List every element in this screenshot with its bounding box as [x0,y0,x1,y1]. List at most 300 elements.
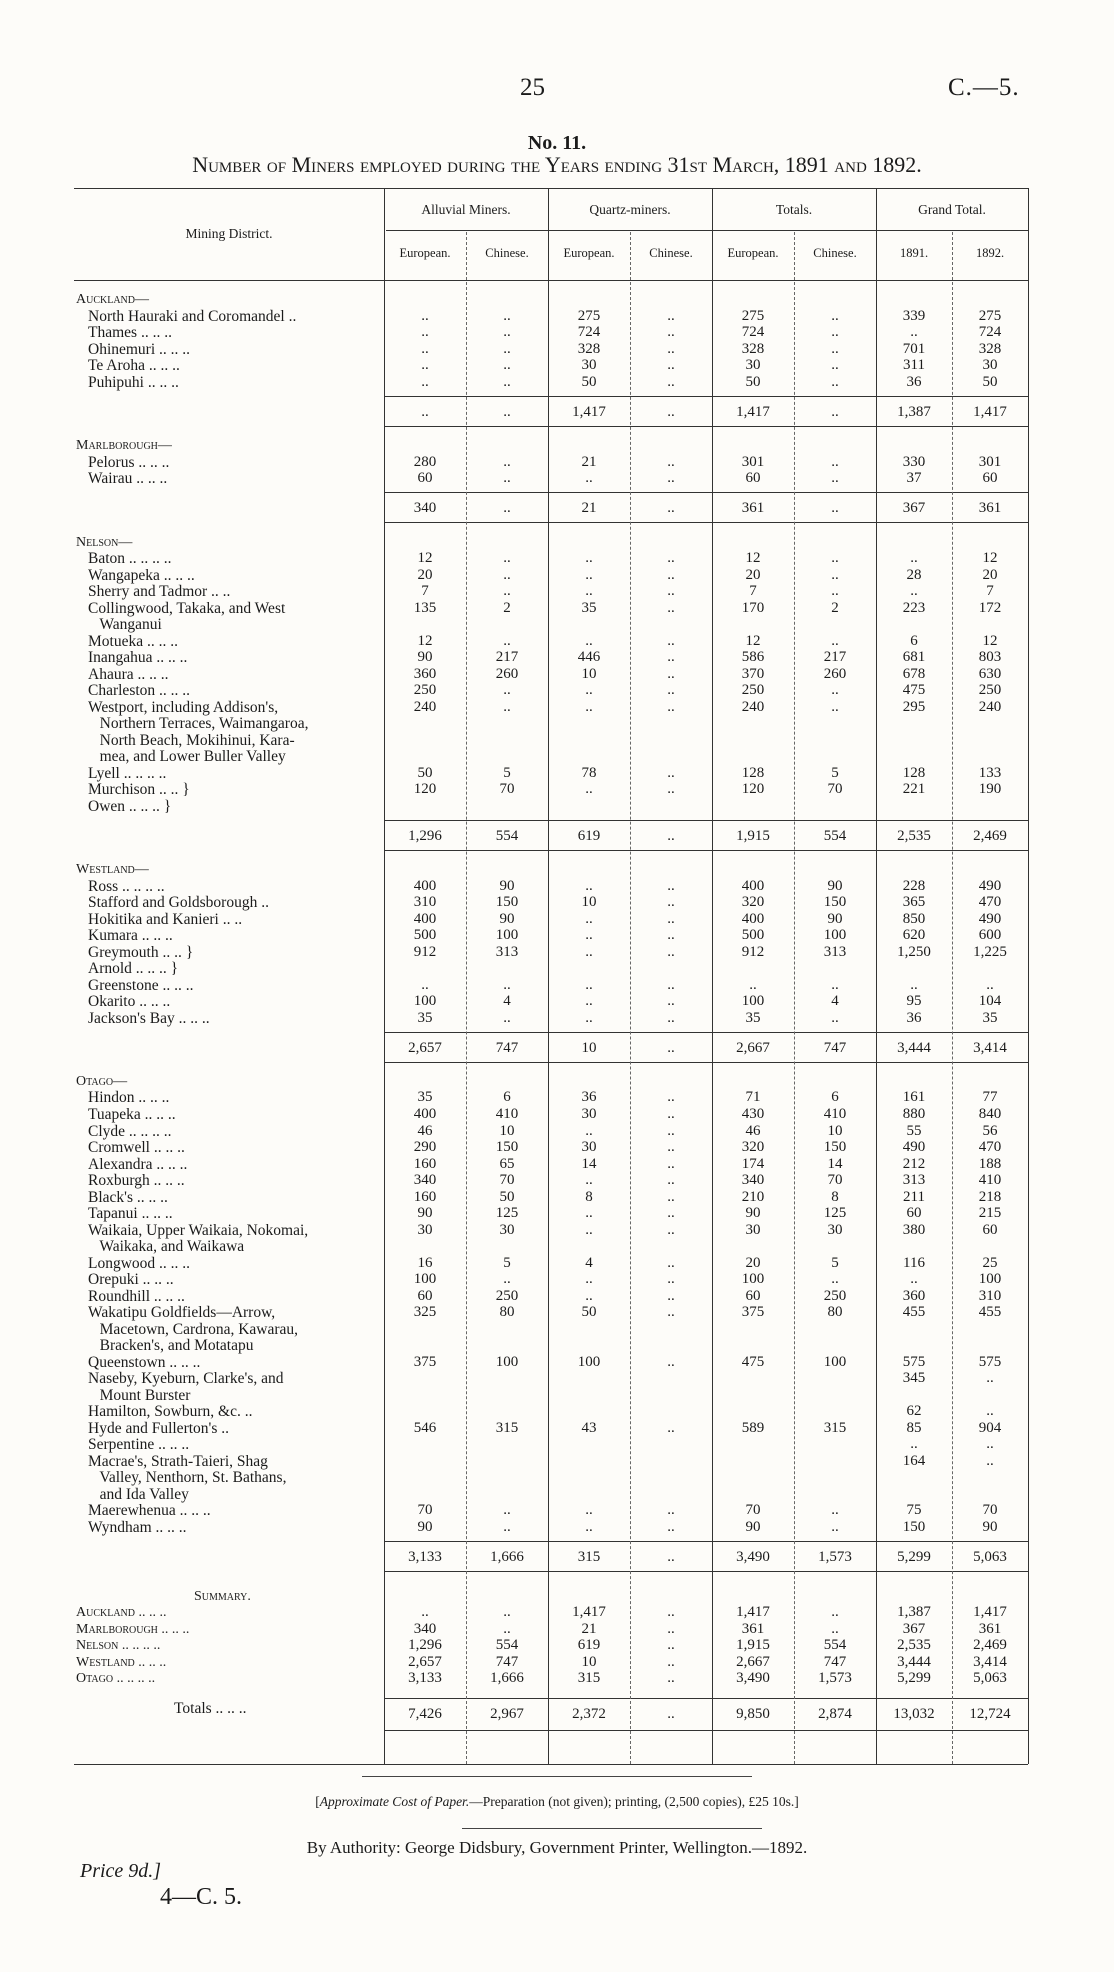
region-heading: Westland— [76,862,149,877]
table-cell: 128 [902,765,926,781]
district-label: and Ida Valley [88,1486,189,1503]
table-cell: 240 [978,699,1002,715]
subtotal-cell: .. [503,404,511,420]
table-cell: .. [585,567,593,583]
table-cell: .. [585,470,593,486]
table-cell: 100 [413,993,437,1009]
table-cell: .. [585,1288,593,1304]
table-cell: 330 [902,454,926,470]
table-cell: .. [667,1354,675,1370]
table-cell: 35 [417,1010,433,1026]
table-cell: 280 [413,454,437,470]
table-cell: .. [667,1156,675,1172]
table-cell: 50 [417,765,433,781]
table-cell: 20 [982,567,998,583]
table-cell: 100 [495,927,519,943]
table-cell: 75 [906,1502,922,1518]
column-divider [384,188,385,1764]
table-cell: 135 [413,600,437,616]
table-cell: 71 [745,1089,761,1105]
table-cell: 1,417 [736,1604,770,1620]
cost-label: Approximate Cost of Paper. [319,1794,470,1809]
table-cell: .. [831,374,839,390]
table-cell: 912 [413,944,437,960]
subtotal-rule [384,820,1028,821]
table-cell: 50 [499,1189,515,1205]
district-label: Black's .. .. .. [88,1189,168,1206]
table-cell: 60 [745,1288,761,1304]
table-cell: 490 [978,911,1002,927]
table-cell: 60 [417,470,433,486]
table-cell: 12 [417,633,433,649]
table-cell: 100 [741,1271,765,1287]
table-cell: 90 [417,649,433,665]
table-cell: 678 [902,666,926,682]
table-cell: .. [667,1654,675,1670]
table-cell: .. [503,324,511,340]
table-cell: .. [667,583,675,599]
table-cell: 10 [827,1123,843,1139]
subtotal-rule [384,1571,1028,1572]
table-cell: 380 [902,1222,926,1238]
table-cell: 60 [417,1288,433,1304]
table-cell: 275 [577,308,601,324]
table-cell: 250 [741,682,765,698]
table-cell: 188 [978,1156,1002,1172]
table-cell: 14 [581,1156,597,1172]
table-cell: 328 [741,341,765,357]
district-label: Murchison .. .. } [88,781,190,798]
table-cell: 70 [827,1172,843,1188]
table-cell: 360 [902,1288,926,1304]
subtotal-cell: .. [421,404,429,420]
district-label: Te Aroha .. .. .. [88,357,180,374]
subtotal-cell: 1,915 [736,828,770,844]
district-label: Summary. [194,1589,251,1604]
table-cell: 215 [978,1205,1002,1221]
subtotal-cell: 5,063 [973,1549,1007,1565]
subtotal-cell: 1,666 [490,1549,524,1565]
table-cell: 6 [503,1089,511,1105]
table-cell: 313 [495,944,519,960]
table-cell: 50 [982,374,998,390]
table-cell: 70 [745,1502,761,1518]
table-cell: 228 [902,878,926,894]
column-divider [794,232,795,1764]
district-label: Collingwood, Takaka, and West [88,600,286,617]
table-cell: 36 [906,374,922,390]
table-cell: .. [910,583,918,599]
subtotal-cell: .. [667,1549,675,1565]
table-cell: .. [503,374,511,390]
table-cell: 400 [741,878,765,894]
column-header: Chinese. [813,246,857,260]
table-cell: 339 [902,308,926,324]
table-cell: 340 [413,1172,437,1188]
table-cell: 218 [978,1189,1002,1205]
table-cell: 161 [902,1089,926,1105]
district-label: Kumara .. .. .. [88,927,173,944]
table-cell: 56 [982,1123,998,1139]
table-cell: .. [667,1106,675,1122]
table-cell: 30 [581,1106,597,1122]
table-cell: 7 [421,583,429,599]
table-cell: 150 [902,1519,926,1535]
table-cell: .. [667,1205,675,1221]
table-cell: 475 [902,682,926,698]
cost-footnote: [Approximate Cost of Paper.—Preparation (not given); printing, (2,500 copies), £25 10s.] [315,1794,799,1809]
table-cell: 455 [902,1304,926,1320]
table-cell: 1,225 [973,944,1007,960]
district-label: Clyde .. .. .. .. [88,1123,172,1140]
table-cell: .. [585,977,593,993]
table-cell: 8 [831,1189,839,1205]
table-cell: 90 [745,1519,761,1535]
table-cell: 36 [581,1089,597,1105]
table-cell: .. [667,993,675,1009]
table-cell: .. [503,341,511,357]
table-cell: 250 [495,1288,519,1304]
table-cell: .. [831,357,839,373]
table-cell: .. [503,470,511,486]
table-cell: 60 [906,1205,922,1221]
table-cell: .. [667,454,675,470]
table-cell: 2,667 [736,1654,770,1670]
table-cell: 35 [417,1089,433,1105]
table-cell: 12 [745,633,761,649]
table-cell: .. [831,699,839,715]
table-cell: .. [831,454,839,470]
table-cell: 1,296 [408,1637,442,1653]
table-cell: .. [503,1010,511,1026]
table-cell: 850 [902,911,926,927]
table-cell: 5 [831,765,839,781]
table-cell: 60 [982,470,998,486]
table-cell: 400 [413,878,437,894]
table-cell: .. [585,583,593,599]
table-cell: 320 [741,1139,765,1155]
column-divider [1028,188,1029,1764]
table-cell: 100 [978,1271,1002,1287]
table-cell: 3,414 [973,1654,1007,1670]
district-label: Hyde and Fullerton's .. [88,1420,229,1437]
table-cell: 5,063 [973,1670,1007,1686]
table-cell: .. [910,550,918,566]
table-cell: 65 [499,1156,515,1172]
table-cell: .. [503,699,511,715]
table-cell: 747 [823,1654,847,1670]
table-cell: 128 [741,765,765,781]
table-cell: 20 [417,567,433,583]
table-cell: 554 [823,1637,847,1653]
subtotal-cell: 3,444 [897,1040,931,1056]
table-cell: 400 [741,911,765,927]
table-cell: .. [585,1123,593,1139]
subtotal-cell: 1,296 [408,828,442,844]
table-cell: 221 [902,781,926,797]
table-cell: .. [667,1123,675,1139]
subtotal-cell: .. [503,500,511,516]
table-cell: 100 [495,1354,519,1370]
subtotal-cell: 554 [823,828,847,844]
table-cell: .. [986,1370,994,1386]
total-cell: 12,724 [969,1706,1011,1722]
district-label: Stafford and Goldsborough .. [88,894,269,911]
district-label: Ahaura .. .. .. [88,666,169,683]
table-cell: 2 [831,600,839,616]
district-label: Wangapeka .. .. .. [88,567,195,584]
table-cell: .. [421,308,429,324]
table-cell: 30 [982,357,998,373]
column-divider [466,232,467,1764]
table-cell: .. [667,1089,675,1105]
table-cell: .. [585,1205,593,1221]
subtotal-cell: .. [667,404,675,420]
table-cell: 446 [577,649,601,665]
district-label: Lyell .. .. .. .. [88,765,167,782]
table-cell: 60 [745,470,761,486]
district-label: North Hauraki and Coromandel .. [88,308,297,325]
table-cell: 554 [495,1637,519,1653]
table-cell: 90 [982,1519,998,1535]
table-cell: 70 [499,781,515,797]
subtotal-cell: 367 [902,500,926,516]
district-label: Wairau .. .. .. [88,470,168,487]
table-cell: 295 [902,699,926,715]
table-cell: 90 [417,1205,433,1221]
table-cell: .. [503,977,511,993]
table-cell: 500 [413,927,437,943]
district-label: Auckland .. .. .. [76,1605,167,1620]
table-cell: 1,387 [897,1604,931,1620]
district-label: Macetown, Cardrona, Kawarau, [88,1321,299,1338]
table-cell: .. [503,567,511,583]
subtotal-rule [384,396,1028,397]
table-cell: 14 [827,1156,843,1172]
table-cell: .. [831,567,839,583]
table-cell: 250 [823,1288,847,1304]
table-cell: .. [667,470,675,486]
subtotal-cell: 1,387 [897,404,931,420]
table-cell: 80 [827,1304,843,1320]
subtotal-rule [384,850,1028,851]
header-mining-district: Mining District. [185,226,273,241]
table-cell: 46 [417,1123,433,1139]
table-cell: 12 [982,633,998,649]
total-cell: 13,032 [893,1706,935,1722]
cost-text: —Preparation (not given); printing, (2,500 copies), £25 10s. [469,1794,795,1809]
table-cell: .. [503,308,511,324]
table-cell: 586 [741,649,765,665]
table-cell: .. [667,894,675,910]
table-cell: 430 [741,1106,765,1122]
district-label: Okarito .. .. .. [88,993,171,1010]
table-cell: 70 [827,781,843,797]
table-cell: 50 [581,1304,597,1320]
table-cell: .. [667,944,675,960]
column-header: Chinese. [485,246,529,260]
subtotal-cell: 554 [495,828,519,844]
table-cell: .. [667,927,675,943]
table-cell: 490 [978,878,1002,894]
table-cell: .. [503,682,511,698]
district-label: Cromwell .. .. .. [88,1139,185,1156]
table-cell: 116 [903,1255,925,1271]
table-cell: .. [421,324,429,340]
region-heading: Nelson— [76,535,133,550]
subtotal-cell: 361 [741,500,765,516]
table-cell: 85 [906,1420,922,1436]
subtotal-cell: .. [831,500,839,516]
table-cell: 600 [978,927,1002,943]
table-cell: .. [831,583,839,599]
column-header: European. [727,246,779,260]
table-cell: .. [503,633,511,649]
table-cell: 328 [978,341,1002,357]
subtotal-cell: 1,417 [736,404,770,420]
table-cell: .. [585,944,593,960]
table-cell: 62 [906,1403,922,1419]
table-cell: 455 [978,1304,1002,1320]
table-cell: .. [585,1519,593,1535]
district-label: Macrae's, Strath-Taieri, Shag [88,1453,268,1470]
table-cell: .. [667,308,675,324]
district-label: Pelorus .. .. .. [88,454,170,471]
table-cell: 70 [499,1172,515,1188]
subtotal-rule [384,426,1028,427]
table-cell: 1,250 [897,944,931,960]
table-cell: 12 [745,550,761,566]
table-cell: 21 [581,454,597,470]
table-cell: 1,666 [490,1670,524,1686]
district-label: Maerewhenua .. .. .. [88,1502,211,1519]
table-cell: 345 [902,1370,926,1386]
table-cell: .. [667,1519,675,1535]
region-heading: Otago— [76,1074,128,1089]
table-cell: .. [667,1502,675,1518]
table-cell: 3,490 [736,1670,770,1686]
table-cell: 1,573 [818,1670,852,1686]
table-cell: 365 [902,894,926,910]
table-cell: .. [503,1519,511,1535]
table-cell: 90 [745,1205,761,1221]
table-cell: .. [503,583,511,599]
table-cell: .. [503,1621,511,1637]
column-divider [630,232,631,1764]
table-cell: 10 [581,666,597,682]
table-cell: 328 [577,341,601,357]
table-cell: 170 [741,600,765,616]
table-cell: 223 [902,600,926,616]
district-label: Marlborough .. .. .. [76,1622,190,1637]
table-cell: 30 [581,357,597,373]
table-cell: 260 [823,666,847,682]
table-cell: 367 [902,1621,926,1637]
table-cell: .. [831,470,839,486]
table-cell: 70 [417,1502,433,1518]
subtotal-cell: .. [667,1040,675,1056]
column-divider [952,232,953,1764]
district-label: Bracken's, and Motatapu [88,1337,254,1354]
printer-authority: By Authority: George Didsbury, Government Printer, Wellington.—1892. [306,1838,808,1857]
table-cell: .. [421,374,429,390]
table-cell: 310 [978,1288,1002,1304]
table-cell: 375 [413,1354,437,1370]
table-cell: 340 [741,1172,765,1188]
subtotal-cell: 2,667 [736,1040,770,1056]
table-cell: 3,444 [897,1654,931,1670]
table-cell: 60 [982,1222,998,1238]
table-cell: 90 [417,1519,433,1535]
table-cell: 28 [906,567,922,583]
table-cell: 25 [982,1255,998,1271]
table-cell: 100 [577,1354,601,1370]
table-cell: 78 [581,765,597,781]
district-label: Charleston .. .. .. [88,682,191,699]
total-cell: 9,850 [736,1706,770,1722]
table-cell: 5 [831,1255,839,1271]
group-header: Totals. [775,202,813,217]
district-label: Wyndham .. .. .. [88,1519,187,1536]
district-label: Queenstown .. .. .. [88,1354,201,1371]
table-cell: 681 [902,649,926,665]
table-cell: .. [667,1010,675,1026]
table-cell: .. [667,1304,675,1320]
table-cell: 470 [978,1139,1002,1155]
table-cell: 290 [413,1139,437,1155]
subtotal-cell: 3,133 [408,1549,442,1565]
table-cell: 30 [827,1222,843,1238]
table-cell: 2 [503,600,511,616]
column-header: European. [563,246,615,260]
table-cell: .. [585,993,593,1009]
table-cell: 10 [581,894,597,910]
table-cell: 410 [495,1106,519,1122]
table-cell: 840 [978,1106,1002,1122]
table-cell: 190 [978,781,1002,797]
subtotal-cell: 340 [413,500,437,516]
table-cell: 12 [982,550,998,566]
district-label: Alexandra .. .. .. [88,1156,188,1173]
table-cell: 217 [495,649,519,665]
district-label: Wanganui [88,616,162,633]
table-cell: .. [585,1502,593,1518]
subtotal-cell: .. [831,404,839,420]
subtotal-rule [384,1062,1028,1063]
table-cell: 619 [577,1637,601,1653]
subtotal-cell: .. [667,500,675,516]
table-cell: .. [667,781,675,797]
table-cell: .. [831,682,839,698]
subtotal-cell: 1,573 [818,1549,852,1565]
table-cell: .. [667,649,675,665]
table-cell: 46 [745,1123,761,1139]
table-cell: 575 [902,1354,926,1370]
district-label: North Beach, Mokihinui, Kara- [88,732,295,749]
table-cell: 164 [902,1453,926,1469]
table-cell: .. [667,1139,675,1155]
table-cell: 2,535 [897,1637,931,1653]
table-cell: .. [585,927,593,943]
subtotal-rule [384,1698,1028,1699]
subtotal-rule [384,1730,1028,1731]
table-cell: 100 [413,1271,437,1287]
table-cell: 125 [823,1205,847,1221]
table-cell: 360 [413,666,437,682]
table-cell: 240 [413,699,437,715]
table-cell: .. [667,324,675,340]
table-cell: .. [585,781,593,797]
